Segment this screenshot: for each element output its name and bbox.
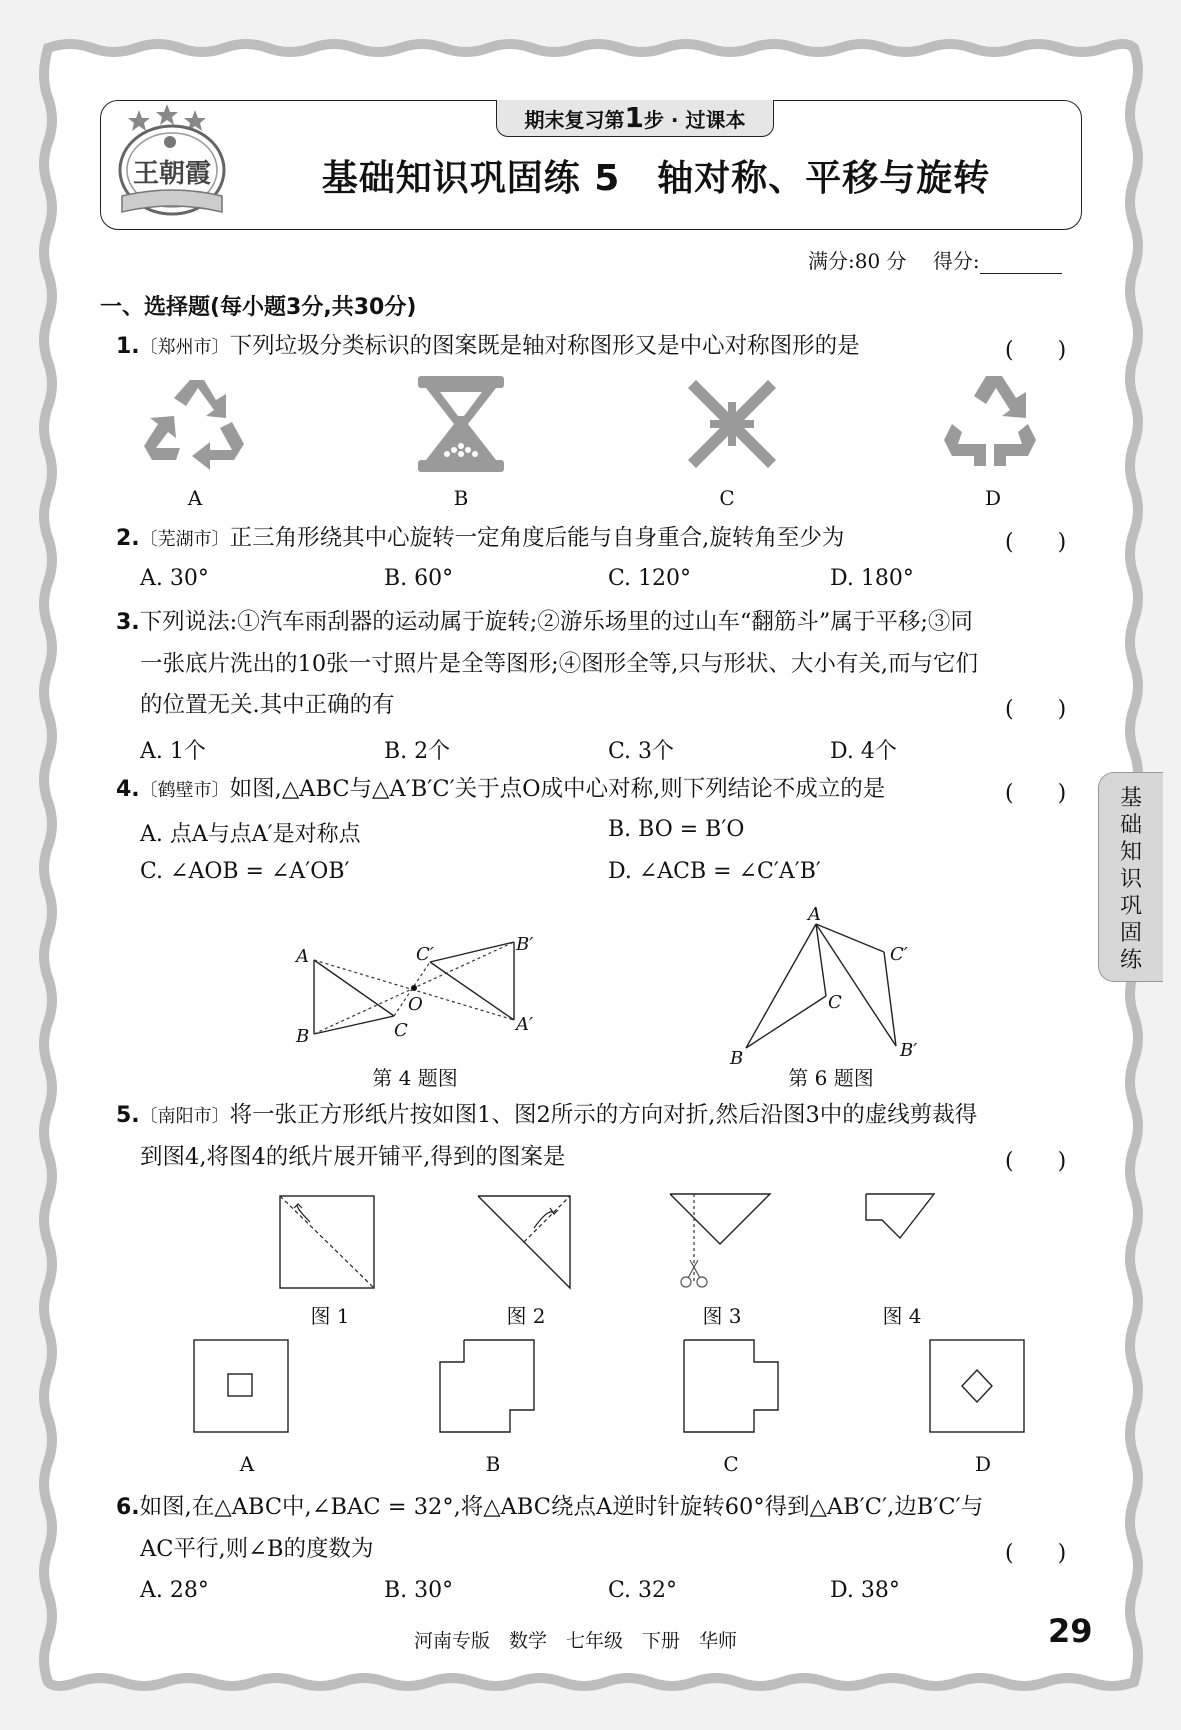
q6-point-b: B bbox=[730, 1048, 744, 1069]
q3-option-b[interactable]: B. 2个 bbox=[384, 739, 451, 764]
question-2: 2.〔芜湖市〕正三角形绕其中心旋转一定角度后能与自身重合,旋转角至少为 bbox=[116, 525, 845, 551]
fold-figure-4-caption: 图 4 bbox=[882, 1304, 922, 1328]
q4-option-d[interactable]: D. ∠ACB = ∠C′A′B′ bbox=[608, 859, 821, 884]
section-heading: 一、选择题(每小题3分,共30分) bbox=[100, 295, 417, 320]
q4-point-b-prime: B′ bbox=[516, 934, 534, 955]
fold-step-2 bbox=[474, 1192, 574, 1292]
q4-option-b[interactable]: B. BO = B′O bbox=[608, 817, 745, 842]
logo-text: 王朝霞 bbox=[132, 159, 212, 189]
q5-label-b: B bbox=[485, 1452, 501, 1476]
cross-symbol-c bbox=[684, 376, 780, 472]
q3-option-d[interactable]: D. 4个 bbox=[830, 739, 897, 764]
fold-step-1 bbox=[276, 1192, 382, 1292]
review-step-tab: 期末复习第1步 · 过课本 bbox=[496, 100, 774, 137]
q4-figure bbox=[290, 930, 550, 1050]
q4-figure-caption: 第 4 题图 bbox=[372, 1066, 458, 1090]
q4-point-c: C bbox=[394, 1020, 408, 1041]
q5-label-a: A bbox=[239, 1452, 255, 1476]
answer-paren-2[interactable]: ( ) bbox=[1005, 530, 1067, 555]
answer-paren-3[interactable]: ( ) bbox=[1005, 697, 1067, 722]
page-number: 29 bbox=[1048, 1612, 1093, 1650]
question-5-line-2: 到图4,将图4的纸片展开铺平,得到的图案是 bbox=[140, 1144, 566, 1170]
answer-paren-5[interactable]: ( ) bbox=[1005, 1149, 1067, 1174]
q3-option-c[interactable]: C. 3个 bbox=[608, 739, 675, 764]
footer-info: 河南专版 数学 七年级 下册 华师 bbox=[414, 1630, 738, 1652]
q6-option-a[interactable]: A. 28° bbox=[140, 1578, 209, 1603]
answer-paren-1[interactable]: ( ) bbox=[1005, 338, 1067, 363]
q2-option-b[interactable]: B. 60° bbox=[384, 566, 454, 591]
q1-label-b: B bbox=[453, 486, 469, 510]
recycle-symbol-a bbox=[140, 376, 252, 472]
q4-option-a[interactable]: A. 点A与点A′是对称点 bbox=[140, 822, 361, 847]
q4-point-o: O bbox=[408, 994, 423, 1015]
question-6-line-1: 6.如图,在△ABC中,∠BAC = 32°,将△ABC绕点A逆时针旋转60°得到△AB′C′,边B′C′与 bbox=[116, 1494, 984, 1520]
q1-label-a: A bbox=[187, 486, 203, 510]
q5-label-c: C bbox=[723, 1452, 739, 1476]
fold-figure-2-caption: 图 2 bbox=[506, 1304, 546, 1328]
q1-label-c: C bbox=[719, 486, 735, 510]
hourglass-symbol-b bbox=[416, 376, 506, 472]
q4-point-a-prime: A′ bbox=[516, 1014, 534, 1035]
question-3-line-1: 3.下列说法:①汽车雨刮器的运动属于旋转;②游乐场里的过山车“翻筋斗”属于平移;③同 bbox=[116, 609, 973, 635]
q5-option-a-figure[interactable] bbox=[190, 1336, 294, 1436]
q6-option-c[interactable]: C. 32° bbox=[608, 1578, 678, 1603]
q6-point-c-prime: C′ bbox=[890, 944, 908, 965]
q6-figure-caption: 第 6 题图 bbox=[788, 1066, 874, 1090]
q5-option-b-figure[interactable] bbox=[436, 1336, 540, 1436]
q6-point-c: C bbox=[828, 992, 842, 1013]
q6-option-d[interactable]: D. 38° bbox=[830, 1578, 900, 1603]
q1-label-d: D bbox=[984, 486, 1002, 510]
answer-paren-6[interactable]: ( ) bbox=[1005, 1541, 1067, 1566]
q4-point-c-prime: C′ bbox=[416, 944, 434, 965]
q5-label-d: D bbox=[974, 1452, 992, 1476]
q6-option-b[interactable]: B. 30° bbox=[384, 1578, 454, 1603]
recycle-symbol-d bbox=[942, 374, 1038, 474]
q4-option-c[interactable]: C. ∠AOB = ∠A′OB′ bbox=[140, 859, 350, 884]
question-5-line-1: 5.〔南阳市〕将一张正方形纸片按如图1、图2所示的方向对折,然后沿图3中的虚线剪裁得 bbox=[116, 1102, 978, 1128]
q5-option-d-figure[interactable] bbox=[926, 1336, 1030, 1436]
question-3-line-3: 的位置无关.其中正确的有 bbox=[140, 692, 395, 718]
score-blank[interactable] bbox=[980, 255, 1062, 274]
fold-step-4 bbox=[862, 1190, 938, 1244]
logo-emblem bbox=[112, 104, 232, 222]
score-line: 满分:80 分 得分: bbox=[808, 245, 1062, 274]
question-6-line-2: AC平行,则∠B的度数为 bbox=[140, 1536, 374, 1562]
question-1: 1.〔郑州市〕下列垃圾分类标识的图案既是轴对称图形又是中心对称图形的是 bbox=[116, 333, 860, 359]
q5-option-c-figure[interactable] bbox=[680, 1336, 784, 1436]
fold-figure-1-caption: 图 1 bbox=[310, 1304, 350, 1328]
page-title: 基础知识巩固练 5 轴对称、平移与旋转 bbox=[321, 158, 991, 199]
q6-point-b-prime: B′ bbox=[900, 1040, 918, 1061]
fold-figure-3-caption: 图 3 bbox=[702, 1304, 742, 1328]
q3-option-a[interactable]: A. 1个 bbox=[140, 739, 206, 764]
q6-figure bbox=[720, 900, 920, 1070]
answer-paren-4[interactable]: ( ) bbox=[1005, 781, 1067, 806]
q2-option-d[interactable]: D. 180° bbox=[830, 566, 914, 591]
fold-step-3-cut bbox=[666, 1190, 776, 1290]
q2-option-a[interactable]: A. 30° bbox=[140, 566, 209, 591]
section-side-tab[interactable]: 基础知识巩固练 bbox=[1098, 772, 1163, 982]
question-3-line-2: 一张底片洗出的10张一寸照片是全等图形;④图形全等,只与形状、大小有关,而与它们 bbox=[140, 651, 979, 677]
q6-point-a: A bbox=[808, 904, 821, 925]
question-4: 4.〔鹤壁市〕如图,△ABC与△A′B′C′关于点O成中心对称,则下列结论不成立的是 bbox=[116, 776, 886, 802]
q4-point-a: A bbox=[296, 946, 309, 967]
q4-point-b: B bbox=[296, 1026, 310, 1047]
q2-option-c[interactable]: C. 120° bbox=[608, 566, 692, 591]
